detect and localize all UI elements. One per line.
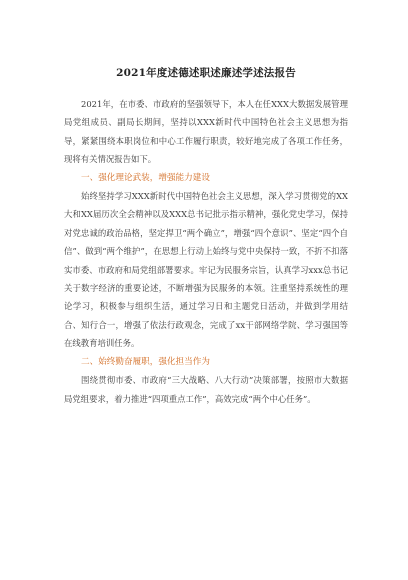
section-2-heading: 二、始终勤奋履职，强化担当作为 [81, 356, 210, 367]
section-1-heading: 一、强化理论武装，增强能力建设 [81, 172, 210, 183]
intro-paragraph: 2021年，在市委、市政府的坚强领导下，本人在任XXX大数据发展管理局党组成员、副局长期间，坚持以XXX新时代中国特色社会主义思想为指导，紧紧围绕本职岗位和中心工作履行职责，较好地完成了各项工作任务，现将有关情况报告如下。 [64, 99, 348, 165]
document-title: 2021年度述德述职述廉述学述法报告 [116, 67, 296, 79]
document-page [64, 66, 348, 408]
section-2-paragraph: 围绕贯彻市委、市政府“三大战略、八大行动”决策部署，按照市大数据局党组要求，着力推进“四项重点工作”，高效完成“两个中心任务”。 [64, 375, 348, 404]
section-1-paragraph: 始终坚持学习XXX新时代中国特色社会主义思想，深入学习贯彻党的XX大和XX届历次全会精神以及XXX总书记批示指示精神，强化党史学习，保持对党忠诚的政治品格，坚定捍卫“两个确立”，增强“四个意识”、坚定“四个自信”、做到“两个维护”，在思想上行动上始终与党中央保持一致，不折不扣落实市委、市政府和局党组部署要求。牢记为民服务宗旨，认真学习xxx总书记关于数字经济的重要论述，不断增强为民服务的本领。注重坚持系统性的理论学习，积极参与组织生活，通过学习日和主题党日活动，并做到学用结合、知行合一，增强了依法行政观念，完成了xx干部网络学院、学习强国等在线教育培训任务。 [64, 191, 348, 349]
